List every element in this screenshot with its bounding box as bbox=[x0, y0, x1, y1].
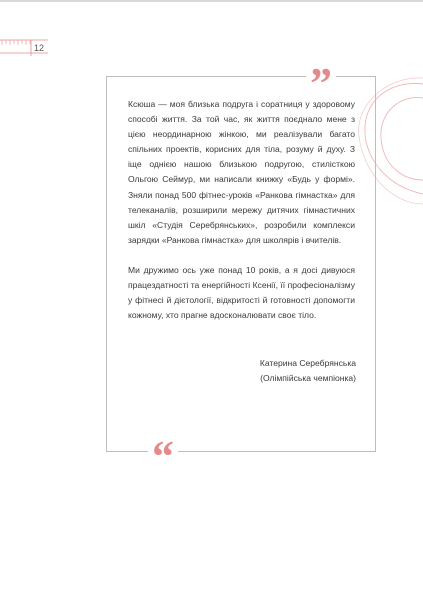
top-rule bbox=[0, 0, 423, 2]
closing-quote-mark: ” bbox=[306, 62, 336, 92]
quote-body bbox=[128, 97, 355, 338]
signature-block bbox=[260, 356, 356, 386]
page-number: 12 bbox=[34, 43, 45, 53]
quote-paragraph-1: Ксюша — моя близька подруга і соратниця у здоровому способі життя. За той час, як життя поєднало мене з цією неординарною жінкою, ми реалізували багато спільних проектів, корисних для тіла, розуму й духу. З іще однією нашою близькою подругою, стилісткою Ольгою Сеймур, ми написали книжку «Будь у формі». Зняли понад 500 фітнес-уроків «Ранкова гімнастка» для телеканалів, розширили мережу дитячих гімнастичних шкіл «Студія Серебрянських», розробили комплекси зарядки «Ранкова гімнастка» для школярів і вчителів. bbox=[128, 99, 355, 245]
opening-quote-mark: “ bbox=[148, 435, 178, 465]
quote-paragraph-2: Ми дружимо ось уже понад 10 років, а я досі дивуюся працездатності та енергійності Ксенії, її професіоналізму у фітнесі й дієтології, відкритості й готовності допомогти кожному, хто прагне вдосконалювати своє тіло. bbox=[128, 264, 355, 321]
author-name: Катерина Серебрянська bbox=[259, 358, 356, 368]
author-role: (Олімпійська чемпіонка) bbox=[260, 373, 356, 384]
